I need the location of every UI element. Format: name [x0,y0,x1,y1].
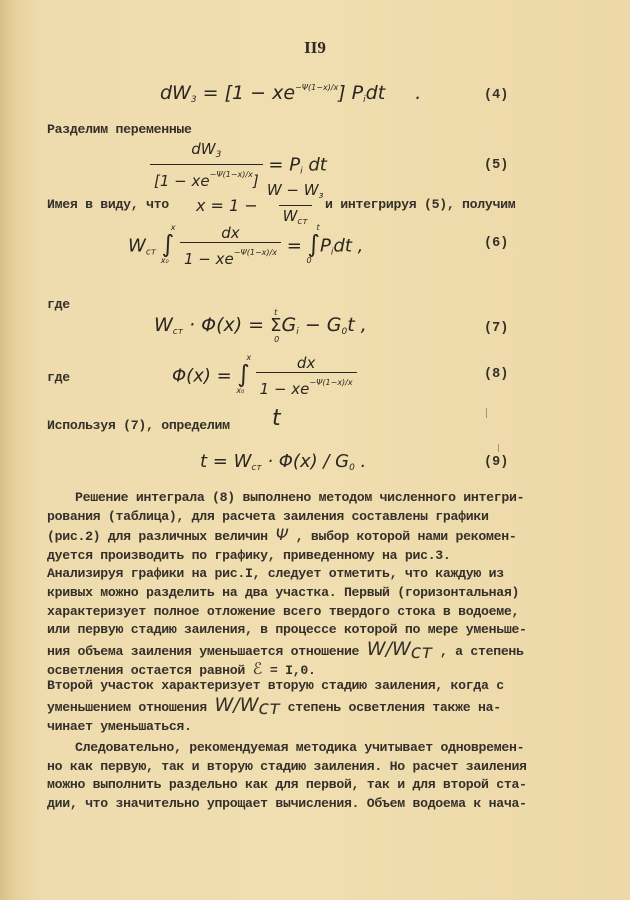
equation-4-number: (4) [484,88,509,103]
equation-6-number: (6) [484,236,509,251]
eq4-lhs: dW [160,82,191,104]
eq4-body-a: = [1 − xe [196,82,296,104]
text-line-part: осветления остается равной [47,662,245,678]
stray-mark [486,408,487,418]
epsilon-symbol: ℰ [252,658,263,678]
eq6-fraction [180,224,281,269]
eq6-rhs-sub: i [330,247,334,258]
eq9-sub-b: 0 [349,463,355,473]
text-line-part: (рис.2) для различных величин [47,529,268,545]
eq8-lhs: Φ(x) = [172,365,238,387]
eq4-dot: . [415,82,422,104]
where-text-2: где [47,370,70,385]
eq8-fraction [256,354,357,399]
equation-6 [128,224,363,269]
eq4-exponent: −Ψ(1−x)/x [295,83,339,92]
text-line [47,693,607,719]
eq8-num: dx [296,354,316,372]
ratio-w: W/W [366,637,411,660]
equation-7 [154,308,367,344]
text-line: Решение интеграла (8) выполнено методом численного интегри- [75,490,525,505]
eq5-rhs-sub: i [300,166,303,177]
variable-t: t [272,406,281,431]
eq8-int-bot: x₀ [236,385,245,395]
text-line: Анализируя графики на рис.I, следует отметить, что каждую из [47,566,504,582]
xdef-lhs: x = 1 − [196,196,258,215]
text-line: рования (таблица), для расчета заиления составлены графики [47,508,489,524]
eq6-int-bot: x₀ [160,255,169,265]
eq8-int-top: x [246,352,252,362]
equation-9 [200,451,366,473]
integrating-text: и интегрируя (5), получим [325,197,516,212]
eq9-a: t = W [200,451,252,472]
xdef-num [263,181,328,205]
text-line-part: , а степень [432,643,524,659]
eq5-den-b: ] [252,172,259,190]
eq7-e: t , [347,314,367,336]
paragraph-3 [47,739,607,813]
eq5-den-a: [1 − xe [154,172,210,190]
eq8-den-text: 1 − xe [259,380,310,398]
eq7-sub-d: 0 [341,327,348,337]
eq6-den-text: 1 − xe [184,250,234,268]
text-line: или первую стадию заиления, в процессе которой по мере уменьше- [47,622,527,638]
text-line: кривых можно разделить на два участка. Первый (горизонтальная) [47,584,520,600]
eq8-den-exp: −Ψ(1−x)/x [309,378,353,387]
ratio-w: W/W [214,693,259,716]
text-line-part: уменьшением отношения [47,699,207,715]
separate-variables-text: Разделим переменные [47,122,192,137]
psi-symbol: Ψ [275,525,289,545]
eq6-coef-sub: ст [145,247,157,258]
eq8-den [256,372,357,399]
eq4-tail: dt [365,82,386,104]
ratio-sub: ст [258,696,281,719]
stray-mark [498,444,499,452]
eq5-num-sub: 3 [215,150,222,160]
eq7-c: G [281,314,297,336]
equation-4 [160,82,421,105]
integral-sign: ∫ x x₀ [236,352,252,395]
where-text-1: где [47,297,70,312]
eq4-lhs-sub: 3 [190,95,197,105]
equation-7-number: (7) [484,321,509,336]
text-line-part: = I,0. [262,662,316,678]
ratio-sub: ст [410,640,433,663]
paragraph-2 [47,677,607,736]
eq9-b: · Φ(x) / G [261,451,350,472]
text-line-part: ния объема заиления уменьшается отношение [47,643,360,659]
text-line: но как первую, так и вторую стадию заиления. Но расчет заиления [47,758,527,774]
paragraph-1 [47,489,607,680]
eq5-den-exp: −Ψ(1−x)/x [209,170,253,179]
eq9-c: . [354,451,367,472]
xdef-num-sub: з [318,191,324,201]
eq6-int-top: x [170,222,176,232]
equation-8 [172,354,357,399]
eq7-sum: Σ [270,315,282,336]
eq7-b: · Φ(x) = [183,314,271,336]
eq6-den-exp: −Ψ(1−x)/x [233,248,277,257]
given-that-text: Имея в виду, что [47,197,169,212]
text-line [47,637,607,663]
integral-sign: ∫ x x₀ [160,222,176,265]
using-7-text: Используя (7), определим [47,418,230,433]
text-line [47,526,607,547]
eq7-sub-a: ст [172,327,183,337]
equation-5-number: (5) [484,158,509,173]
eq5-num-text: dW [191,140,216,158]
xdef-num-text: W − W [266,181,319,199]
equation-9-number: (9) [484,455,509,470]
eq7-a: W [154,314,173,336]
eq6-int2-top: t [316,222,320,232]
text-line: можно выполнить раздельно как для первой, так и для второй ста- [47,777,527,793]
eq6-coef: W [128,235,146,257]
eq6-num: dx [221,224,240,242]
equation-8-number: (8) [484,367,509,382]
eq6-rhs-tail: dt , [333,235,364,257]
text-line: чинает уменьшаться. [47,718,192,734]
text-line-part: степень осветления также на- [280,699,501,715]
eq7-d: − G [298,314,342,336]
eq6-rhs: P [320,235,331,257]
eq7-sub-c: i [296,327,299,337]
eq7-sum-bot: 0 [274,335,280,344]
text-line: дии, что значительно упрощает вычисления. Объем водоема к нача- [47,795,527,811]
eq5-numerator [187,140,225,164]
xdef-den-text: W [282,207,298,225]
text-line: Второй участок характеризует вторую стадию заиления, когда с [47,678,504,693]
integral-sign: ∫ t 0 [306,222,321,265]
eq6-int2-bot: 0 [306,255,312,265]
text-line: характеризует полное отложение всего твердого стока в водоеме, [47,603,520,619]
sum-sign [270,308,282,344]
eq9-sub-a: ст [251,463,262,473]
eq5-rhs: = P [268,154,301,176]
text-line: Следовательно, рекомендуемая методика учитывает одновремен- [75,740,525,755]
text-line-part: , выбор которой нами рекомен- [288,529,517,545]
xdef-den-sub: ст [297,217,308,227]
eq4-p-sub: i [363,95,366,105]
eq6-den [180,242,281,269]
eq5-rhs-tail: dt [302,154,327,176]
text-line: дуется производить по графику, приведенному на рис.3. [47,547,451,563]
eq7-sum-top: t [274,308,278,317]
eq4-body-b: ] P [338,82,364,104]
page-number: II9 [304,38,326,57]
eq6-equals: = [286,235,308,257]
